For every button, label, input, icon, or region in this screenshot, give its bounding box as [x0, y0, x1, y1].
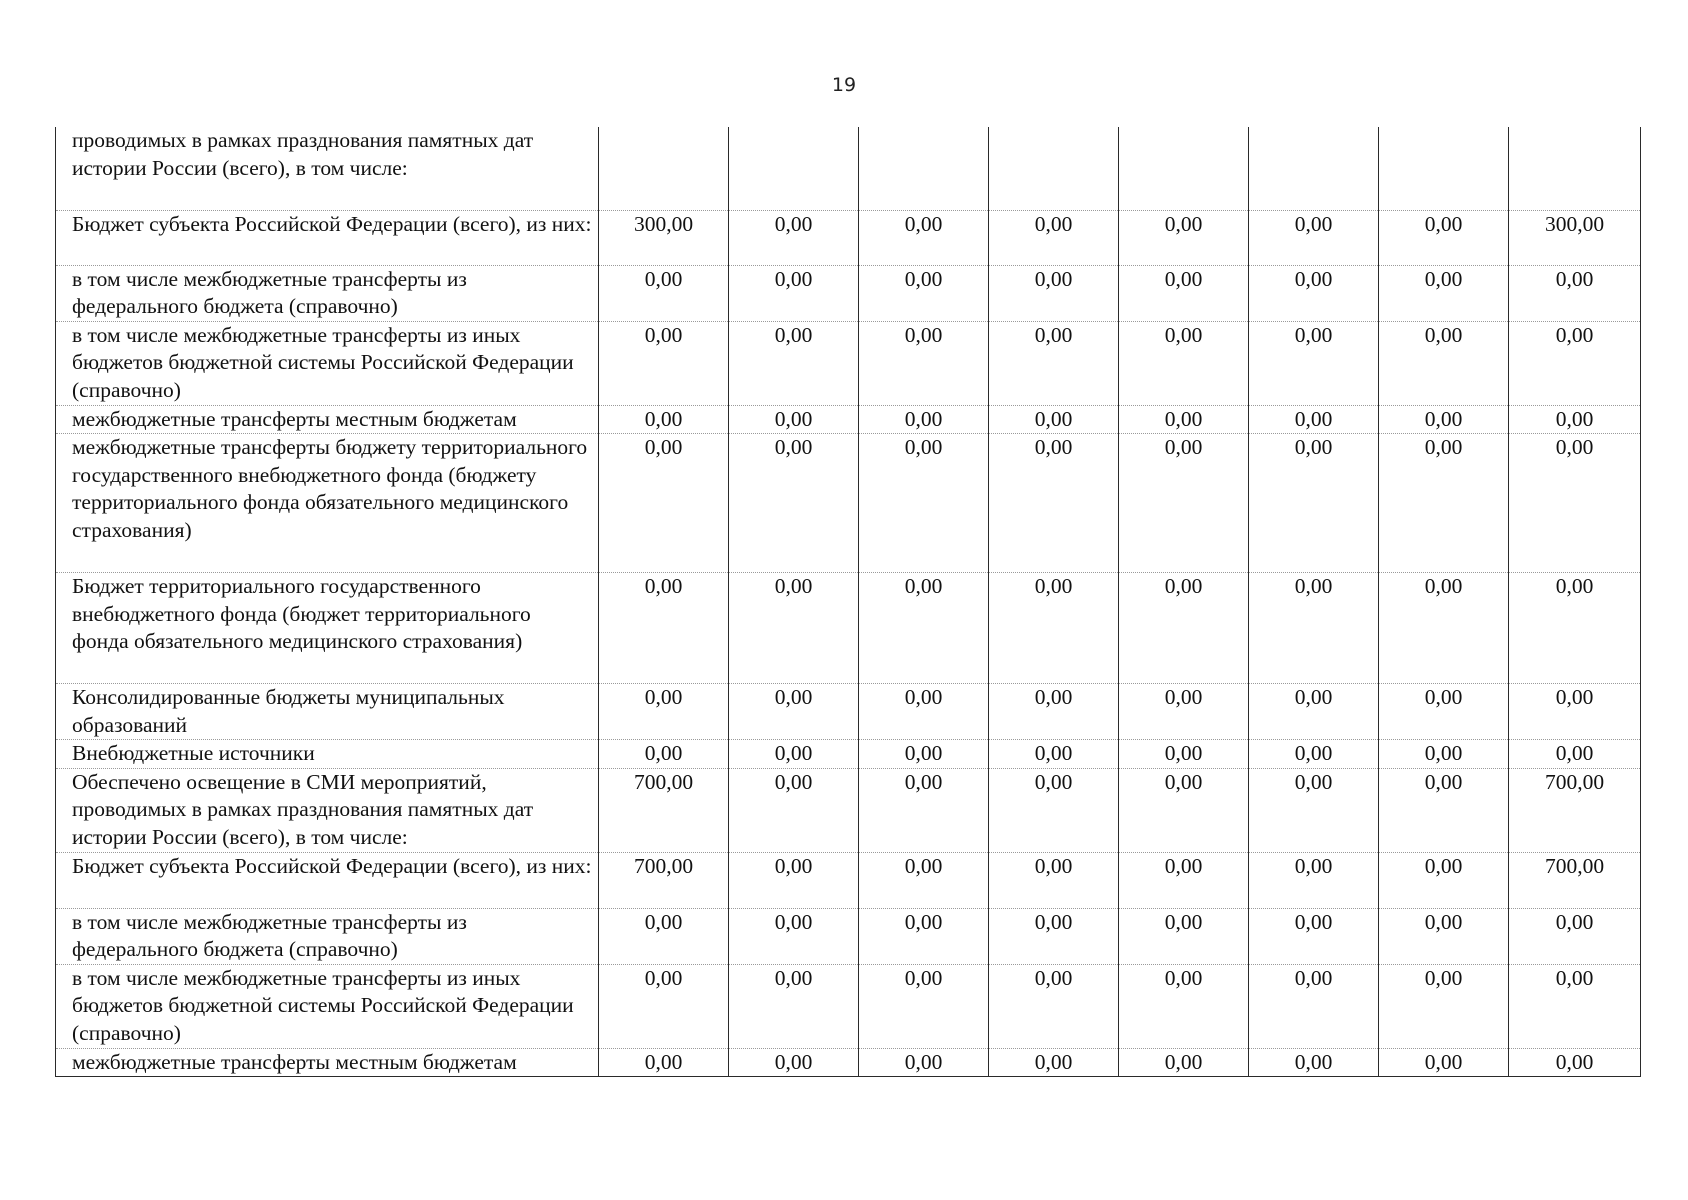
- value-cell: 0,00: [1249, 1048, 1379, 1077]
- table-row: [56, 964, 1641, 1048]
- value-cell: 0,00: [1509, 1048, 1641, 1077]
- value-cell: 0,00: [729, 434, 859, 573]
- table-row: [56, 405, 1641, 434]
- value-cell: 0,00: [1249, 908, 1379, 964]
- value-cell: [1379, 127, 1509, 210]
- value-cell: 0,00: [859, 964, 989, 1048]
- row-label: межбюджетные трансферты местным бюджетам: [56, 405, 599, 434]
- value-cell: [1119, 127, 1249, 210]
- table-row: [56, 740, 1641, 769]
- value-cell: 700,00: [599, 768, 729, 852]
- value-cell: 0,00: [1249, 768, 1379, 852]
- value-cell: 0,00: [859, 434, 989, 573]
- value-cell: 0,00: [729, 1048, 859, 1077]
- value-cell: 0,00: [1379, 210, 1509, 265]
- value-cell: 0,00: [1379, 908, 1509, 964]
- value-cell: 0,00: [1509, 434, 1641, 573]
- value-cell: 0,00: [859, 852, 989, 908]
- value-cell: 0,00: [1119, 1048, 1249, 1077]
- value-cell: 0,00: [729, 265, 859, 321]
- value-cell: 0,00: [1119, 768, 1249, 852]
- value-cell: 0,00: [989, 908, 1119, 964]
- row-label: Консолидированные бюджеты муниципальных образований: [56, 684, 599, 740]
- value-cell: 0,00: [989, 573, 1119, 684]
- value-cell: 0,00: [989, 210, 1119, 265]
- value-cell: 0,00: [1249, 684, 1379, 740]
- table-row: [56, 127, 1641, 210]
- value-cell: 0,00: [989, 768, 1119, 852]
- value-cell: 300,00: [599, 210, 729, 265]
- value-cell: 0,00: [1119, 964, 1249, 1048]
- value-cell: 0,00: [599, 321, 729, 405]
- value-cell: 0,00: [859, 405, 989, 434]
- value-cell: 0,00: [1379, 852, 1509, 908]
- table-row: [56, 210, 1641, 265]
- value-cell: 0,00: [989, 964, 1119, 1048]
- value-cell: 0,00: [729, 964, 859, 1048]
- value-cell: 0,00: [599, 740, 729, 769]
- table-row: [56, 768, 1641, 852]
- row-label: Бюджет субъекта Российской Федерации (всего), из них:: [56, 210, 599, 265]
- value-cell: 0,00: [859, 265, 989, 321]
- value-cell: 0,00: [729, 405, 859, 434]
- value-cell: 0,00: [1119, 852, 1249, 908]
- value-cell: 700,00: [1509, 768, 1641, 852]
- value-cell: 0,00: [859, 908, 989, 964]
- value-cell: 0,00: [729, 321, 859, 405]
- value-cell: 0,00: [599, 1048, 729, 1077]
- value-cell: 0,00: [859, 210, 989, 265]
- value-cell: 0,00: [1509, 321, 1641, 405]
- value-cell: 0,00: [859, 321, 989, 405]
- value-cell: 0,00: [1379, 964, 1509, 1048]
- value-cell: 0,00: [989, 740, 1119, 769]
- value-cell: [1249, 127, 1379, 210]
- value-cell: 0,00: [729, 852, 859, 908]
- value-cell: [599, 127, 729, 210]
- table-row: [56, 684, 1641, 740]
- value-cell: 0,00: [859, 768, 989, 852]
- value-cell: 0,00: [1379, 573, 1509, 684]
- value-cell: 0,00: [1379, 1048, 1509, 1077]
- value-cell: 0,00: [1509, 265, 1641, 321]
- value-cell: [989, 127, 1119, 210]
- value-cell: 0,00: [1379, 768, 1509, 852]
- value-cell: 0,00: [1119, 405, 1249, 434]
- value-cell: 0,00: [1119, 740, 1249, 769]
- value-cell: 700,00: [599, 852, 729, 908]
- page-number: 19: [831, 74, 857, 96]
- value-cell: 0,00: [599, 684, 729, 740]
- row-label: Обеспечено освещение в СМИ мероприятий, проводимых в рамках празднования памятных дат истории России (всего), в том числе:: [56, 768, 599, 852]
- value-cell: 0,00: [1249, 573, 1379, 684]
- table-body: [56, 127, 1641, 1077]
- value-cell: 0,00: [1509, 573, 1641, 684]
- value-cell: 0,00: [599, 265, 729, 321]
- value-cell: 0,00: [729, 908, 859, 964]
- value-cell: 0,00: [1249, 434, 1379, 573]
- row-label: Бюджет территориального государственного внебюджетного фонда (бюджет территориального фонда обязательного медицинского страхования): [56, 573, 599, 684]
- value-cell: 0,00: [989, 852, 1119, 908]
- value-cell: 0,00: [729, 768, 859, 852]
- value-cell: 0,00: [859, 740, 989, 769]
- value-cell: 0,00: [989, 321, 1119, 405]
- value-cell: 0,00: [1249, 740, 1379, 769]
- value-cell: 0,00: [989, 405, 1119, 434]
- row-label: в том числе межбюджетные трансферты из федерального бюджета (справочно): [56, 265, 599, 321]
- value-cell: 0,00: [1249, 210, 1379, 265]
- value-cell: 0,00: [989, 265, 1119, 321]
- row-label: Бюджет субъекта Российской Федерации (всего), из них:: [56, 852, 599, 908]
- value-cell: 0,00: [989, 1048, 1119, 1077]
- value-cell: 0,00: [729, 210, 859, 265]
- value-cell: 0,00: [1379, 265, 1509, 321]
- row-label: проводимых в рамках празднования памятных дат истории России (всего), в том числе:: [56, 127, 599, 210]
- value-cell: 0,00: [1119, 321, 1249, 405]
- value-cell: 0,00: [729, 684, 859, 740]
- value-cell: 0,00: [859, 684, 989, 740]
- table-row: [56, 1048, 1641, 1077]
- row-label: межбюджетные трансферты бюджету территориального государственного внебюджетного фонда (бюджету территориального фонда обязательного медицинского страхования): [56, 434, 599, 573]
- value-cell: 0,00: [1119, 434, 1249, 573]
- value-cell: 0,00: [1379, 405, 1509, 434]
- value-cell: 0,00: [599, 405, 729, 434]
- value-cell: 0,00: [1509, 740, 1641, 769]
- row-label: в том числе межбюджетные трансферты из федерального бюджета (справочно): [56, 908, 599, 964]
- value-cell: 0,00: [1249, 852, 1379, 908]
- value-cell: 0,00: [1379, 434, 1509, 573]
- value-cell: 0,00: [1249, 405, 1379, 434]
- value-cell: [1509, 127, 1641, 210]
- value-cell: 0,00: [1119, 684, 1249, 740]
- value-cell: 0,00: [1379, 684, 1509, 740]
- value-cell: 0,00: [989, 434, 1119, 573]
- value-cell: 0,00: [1119, 573, 1249, 684]
- value-cell: 0,00: [1379, 740, 1509, 769]
- value-cell: 0,00: [859, 1048, 989, 1077]
- budget-table: [55, 127, 1641, 1077]
- row-label: Внебюджетные источники: [56, 740, 599, 769]
- value-cell: [859, 127, 989, 210]
- table-row: [56, 852, 1641, 908]
- table-row: [56, 573, 1641, 684]
- value-cell: 0,00: [1249, 265, 1379, 321]
- table-row: [56, 265, 1641, 321]
- value-cell: 0,00: [729, 573, 859, 684]
- table-row: [56, 908, 1641, 964]
- row-label: в том числе межбюджетные трансферты из иных бюджетов бюджетной системы Российской Федерации (справочно): [56, 321, 599, 405]
- value-cell: 0,00: [1509, 684, 1641, 740]
- value-cell: 0,00: [989, 684, 1119, 740]
- value-cell: 0,00: [1119, 210, 1249, 265]
- value-cell: 700,00: [1509, 852, 1641, 908]
- table-row: [56, 321, 1641, 405]
- value-cell: 0,00: [1119, 265, 1249, 321]
- value-cell: 0,00: [1509, 964, 1641, 1048]
- value-cell: 0,00: [1119, 908, 1249, 964]
- value-cell: 0,00: [599, 434, 729, 573]
- value-cell: 300,00: [1509, 210, 1641, 265]
- row-label: в том числе межбюджетные трансферты из иных бюджетов бюджетной системы Российской Федерации (справочно): [56, 964, 599, 1048]
- value-cell: 0,00: [729, 740, 859, 769]
- value-cell: 0,00: [599, 908, 729, 964]
- value-cell: 0,00: [1249, 964, 1379, 1048]
- value-cell: 0,00: [1249, 321, 1379, 405]
- value-cell: 0,00: [599, 964, 729, 1048]
- value-cell: 0,00: [599, 573, 729, 684]
- row-label: межбюджетные трансферты местным бюджетам: [56, 1048, 599, 1077]
- value-cell: 0,00: [859, 573, 989, 684]
- value-cell: 0,00: [1379, 321, 1509, 405]
- value-cell: [729, 127, 859, 210]
- value-cell: 0,00: [1509, 908, 1641, 964]
- value-cell: 0,00: [1509, 405, 1641, 434]
- table-row: [56, 434, 1641, 573]
